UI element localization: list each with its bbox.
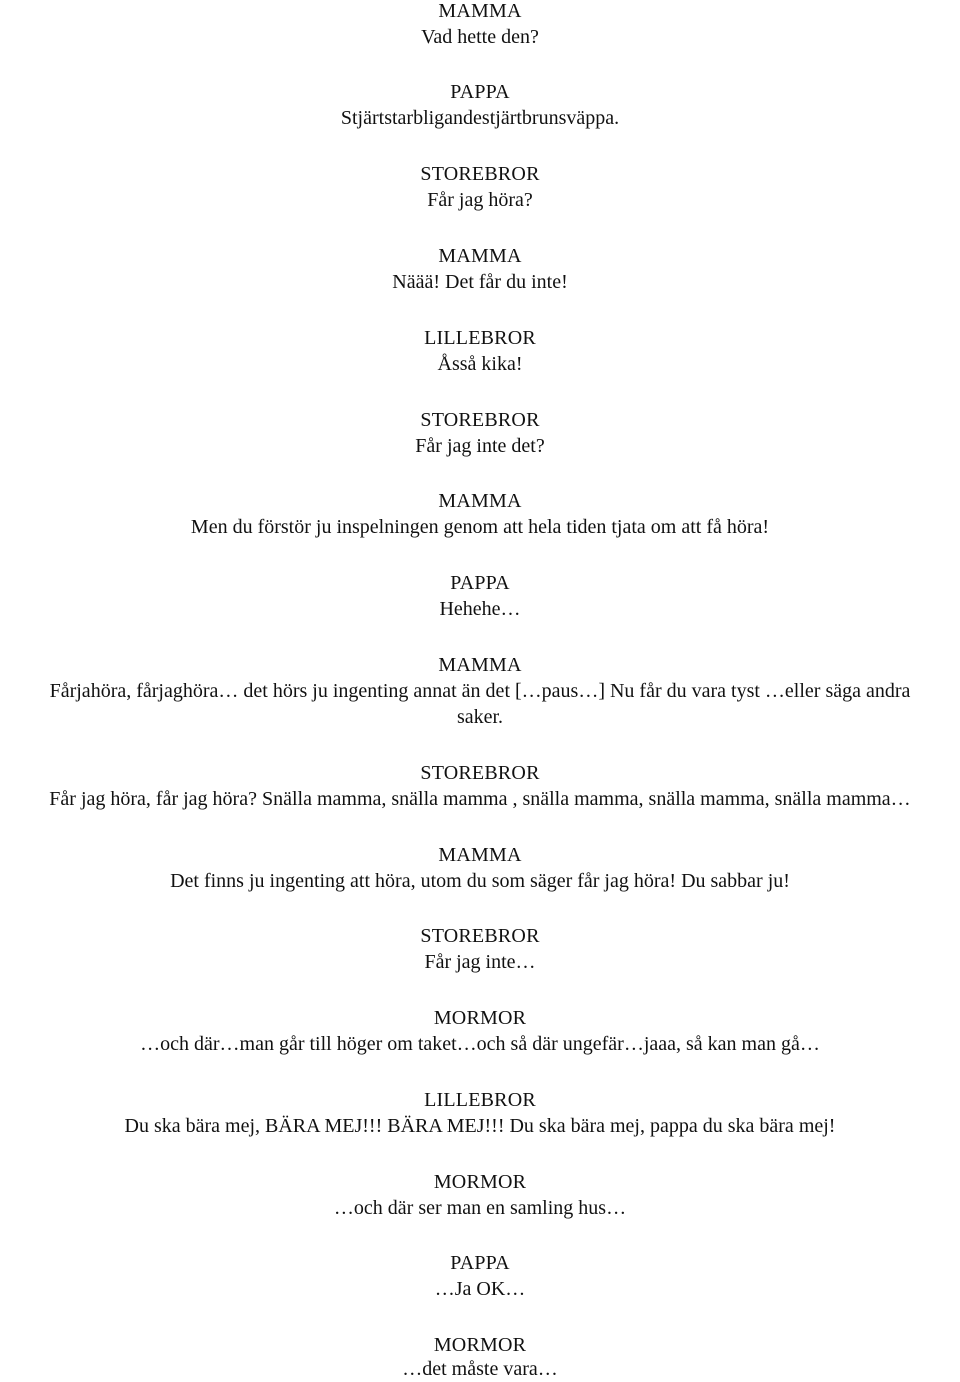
speaker-name: STOREBROR xyxy=(420,409,540,431)
dialogue-line: Hehehe… xyxy=(439,598,521,620)
speaker-name: MORMOR xyxy=(433,1007,527,1029)
speaker-name: MAMMA xyxy=(438,0,522,22)
dialogue-line: Stjärtstarbligandestjärtbrunsväppa. xyxy=(340,107,620,129)
dialogue-line: Näää! Det får du inte! xyxy=(392,271,568,293)
dialogue-line: Fårjahöra, fårjaghöra… det hörs ju ingenting annat än det […paus…] Nu får du vara tyst …eller säga andra xyxy=(49,680,911,702)
speaker-name: MORMOR xyxy=(433,1171,527,1193)
speaker-name: PAPPA xyxy=(450,1252,510,1274)
dialogue-line: …Ja OK… xyxy=(434,1278,526,1300)
speaker-name: STOREBROR xyxy=(420,925,540,947)
speaker-name: LILLEBROR xyxy=(424,327,536,349)
speaker-name: MAMMA xyxy=(438,490,522,512)
speaker-name: PAPPA xyxy=(450,572,510,594)
dialogue-line-continued: saker. xyxy=(456,706,504,728)
dialogue-line: Vad hette den? xyxy=(421,26,539,48)
speaker-name: STOREBROR xyxy=(420,762,540,784)
speaker-name: MAMMA xyxy=(438,654,522,676)
speaker-name: MAMMA xyxy=(438,844,522,866)
dialogue-line: Du ska bära mej, BÄRA MEJ!!! BÄRA MEJ!!! Du ska bära mej, pappa du ska bära mej! xyxy=(124,1115,836,1137)
speaker-name: MORMOR xyxy=(433,1334,527,1356)
dialogue-line: Men du förstör ju inspelningen genom att hela tiden tjata om att få höra! xyxy=(190,516,770,538)
speaker-name: LILLEBROR xyxy=(424,1089,536,1111)
dialogue-line: Det finns ju ingenting att höra, utom du som säger får jag höra! Du sabbar ju! xyxy=(170,870,790,892)
dialogue-line: Får jag höra? xyxy=(427,189,533,211)
dialogue-line: Åsså kika! xyxy=(437,353,523,375)
dialogue-line: Får jag inte det? xyxy=(415,435,545,457)
speaker-name: STOREBROR xyxy=(420,163,540,185)
dialogue-line: …och där…man går till höger om taket…och så där ungefär…jaaa, så kan man gå… xyxy=(140,1033,820,1055)
dialogue-line: …det måste vara… xyxy=(402,1358,558,1380)
dialogue-line: Får jag höra, får jag höra? Snälla mamma, snälla mamma , snälla mamma, snälla mamma, snälla mamma… xyxy=(49,788,911,810)
speaker-name: PAPPA xyxy=(450,81,510,103)
speaker-name: MAMMA xyxy=(438,245,522,267)
dialogue-line: Får jag inte… xyxy=(424,951,536,973)
dialogue-line: …och där ser man en samling hus… xyxy=(333,1197,627,1219)
